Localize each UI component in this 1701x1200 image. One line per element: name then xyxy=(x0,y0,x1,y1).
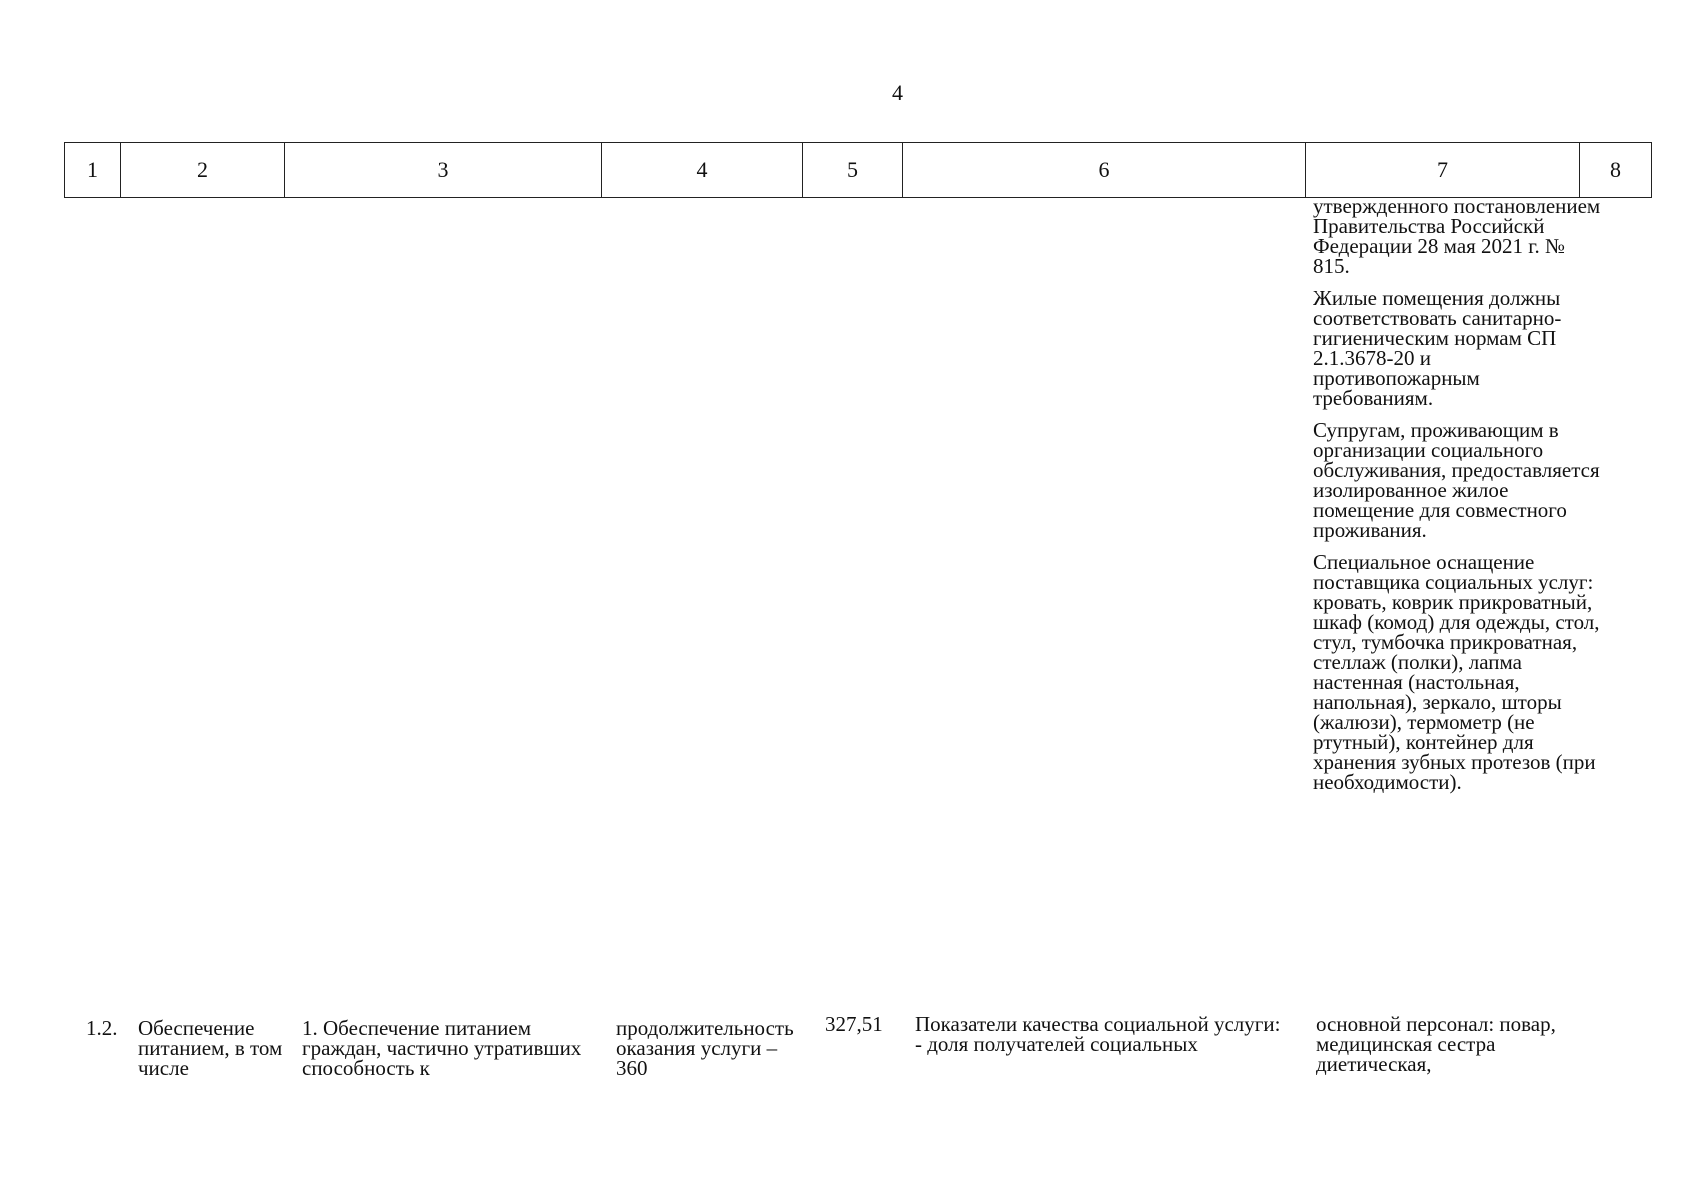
header-col-3: 3 xyxy=(285,143,602,198)
service-term: продолжительность оказания услуги –360 xyxy=(616,1016,794,1080)
service-description: 1. Обеспечение питанием граждан, частично утративших способность к xyxy=(302,1016,582,1080)
service-conditions: основной персонал: повар, медицинская сестра диетическая, xyxy=(1316,1012,1556,1076)
header-col-4: 4 xyxy=(602,143,803,198)
header-col-5: 5 xyxy=(803,143,903,198)
header-col-1: 1 xyxy=(65,143,121,198)
service-price: 327,51 xyxy=(825,1012,883,1036)
header-col-7: 7 xyxy=(1306,143,1580,198)
header-col-8: 8 xyxy=(1580,143,1652,198)
header-col-6: 6 xyxy=(903,143,1306,198)
column-7-continued-text xyxy=(1313,196,1603,804)
quality-indicators: Показатели качества социальной услуги: - доля получателей социальных xyxy=(915,1012,1281,1056)
row-number: 1.2. xyxy=(86,1016,118,1040)
service-name: Обеспечение питанием, в том числе xyxy=(138,1016,283,1080)
header-row xyxy=(65,143,1652,198)
paragraph-housing-norms: Жилые помещения должны соответствовать санитарно-гигиеническим нормам СП 2.1.3678-20 и противопожарным требованиям. xyxy=(1313,286,1562,410)
header-col-2: 2 xyxy=(121,143,285,198)
page-number: 4 xyxy=(892,80,903,105)
paragraph-decree: утвержденного постановлением Правительства Российскй Федерации 28 мая 2021 г. № 815. xyxy=(1313,194,1601,278)
column-number-header xyxy=(64,142,1652,198)
paragraph-equipment: Специальное оснащение поставщика социальных услуг: кровать, коврик прикроватный, шкаф (комод) для одежды, стол, стул, тумбочка прикроватная, стеллаж (полки), лапма настенная (настольная, напольная), зеркало, шторы (жалюзи), термометр (не ртутный), контейнер для хранения зубных протезов (при необходимости). xyxy=(1313,550,1600,794)
paragraph-spouses: Супругам, проживающим в организации социального обслуживания, предоставляется изолированное жилое помещение для совместного проживания. xyxy=(1313,418,1600,542)
